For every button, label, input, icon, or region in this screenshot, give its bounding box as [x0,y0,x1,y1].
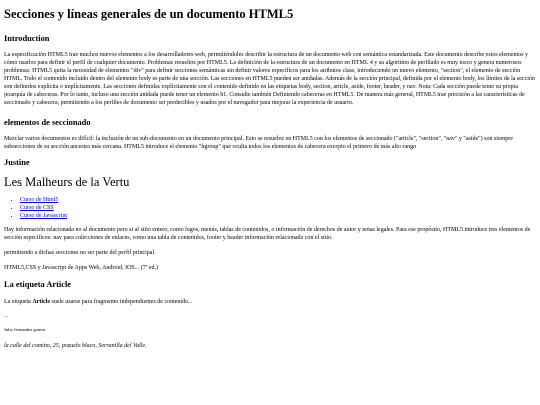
article-keyword: Article [32,299,50,306]
article-heading: La etiqueta Article [4,280,71,290]
course-link-html5[interactable]: Curso de Html5 [20,197,59,204]
courses-list [4,196,536,220]
intro-paragraph: La especificación HTML5 trae muchos nuevos elementos a los desarrolladores web, permitiéndoles describir la estructura de un documento web con semántica estandarizada. Este documento describe estos elementos y cómo usarlos para definir el perfil de cualquier documento. Problemas resueltos por HTML5. La definición de la estructura de un documento en HTML 4 y su algoritmo de perfilado es muy tosco y genera numerosos problemas: HTML5 quita la necesidad de elementos "div" para definir secciones semánticas sin definir valores específicos para los atributos class, introduciendo un nuevo elemento, "section", el elemento de sección HTML. Todo el contenido incluido dentro del elemento body es parte de una sección. Las secciones en HTML5 pueden ser anidadas. Además de la sección principal, definida por el elemento body, los límites de la sección son definidos explícita o implícitamente. Las secciones definidas explícitamente son el contenido definido en las etiquetas body, section, article, aside, footer, header, y nav. Nota: Cada sección puede tener su propia jerarquía de cabeceras. Por lo tanto, incluso una sección anidada puede tener un elemento h1. Consulte también Definiendo cabeceras en HTML5. De manera más general, HTML5 trae precisión a las características de seccionado y cabecera, permitiendo a los perfiles de documento ser predecibles y usados por el navegador para mejorar la experiencia de usuario. [4,52,535,106]
course-link-css[interactable]: Curso de CSS [20,205,54,212]
list-item [20,196,536,204]
author-name: Julio fernandez gomez [4,327,46,333]
course-link-javascript[interactable]: Curso de Javascript [20,213,67,220]
list-item [20,212,536,220]
nav-description: Hay información relacionada no al documento pero si al sitio entero, como logos, menús, tablas de contenidos, o información de derechos de autor y notas legales. Para ese propósito, HTML5 introduce tres elementos de sección específicos: nav para colecciones de enlaces, como una tabla de contenidos, footer y header información relacionada con el sitio. [4,227,531,242]
sectioning-heading: elementos de seccionado [4,117,91,127]
ellipsis: ... [4,314,8,320]
intro-section [4,34,536,107]
justine-heading: Justine [4,157,30,167]
aside-description: permitiendo a dichas secciones no ser parte del perfil principal. [4,250,156,257]
author-address: la calle del comino, 25, pozuelo blaco, Serranilla del Valle. [4,342,147,349]
article-section [4,280,536,350]
list-item [20,204,536,212]
courses-nav [4,196,536,220]
book-reference: HTML5,CSS y Javascript de Apps Web, Android, IOS... (7ª ed.) [4,265,159,272]
intro-heading: Introduction [4,34,50,44]
sectioning-section [4,118,536,152]
article-text-after: suele usarse para fragmento independientes de contenido... [49,299,193,306]
page-title: Secciones y líneas generales de un documento HTML5 [4,7,294,21]
article-paragraph [4,299,536,307]
article-text-before: La etiqueta [4,299,33,306]
malheurs-heading: Les Malheurs de la Vertu [4,174,130,189]
sectioning-paragraph: Mezclar varios documentos es difícil: la inclusión de un sub-documento en un documento principal. Esto se resuelve en HTML5 con los elementos de seccionado ("article", "section", "nav" y "aside") son siempre subsecciones de su sección ancestra más cercana. HTML5 introduce el elemento "hgroup" que oculta todos los elementos de cabecera excepto el primero de más alto rango [4,135,513,150]
